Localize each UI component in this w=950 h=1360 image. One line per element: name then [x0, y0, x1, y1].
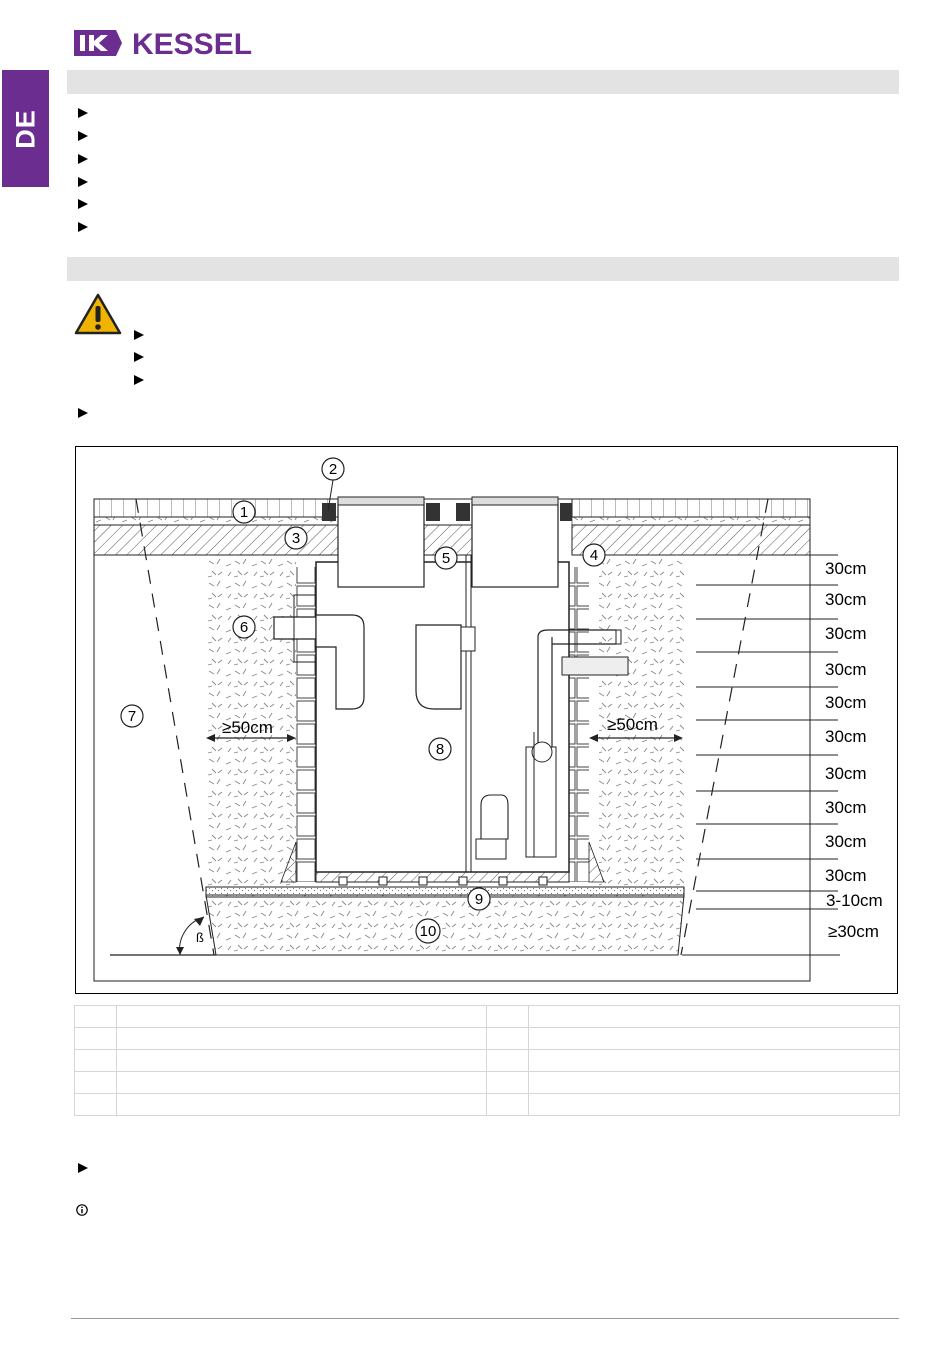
table-row: [75, 1006, 900, 1028]
layer-dimension-label: 30cm: [825, 866, 867, 885]
kessel-logo: [70, 24, 270, 62]
warning-triangle-icon: [73, 292, 123, 336]
table-row: [75, 1050, 900, 1072]
bullet-arrow-icon: [134, 375, 144, 385]
bullet-arrow-icon: [78, 1163, 88, 1173]
layer-dimension-label: 30cm: [825, 660, 867, 679]
layer-dimension-label: 30cm: [825, 559, 867, 578]
bullet-arrow-icon: [78, 177, 88, 187]
bullet-arrow-icon: [78, 408, 88, 418]
callout-number: 3: [291, 530, 301, 547]
logo-text: KESSEL: [132, 28, 253, 61]
layer-dimension-label: 30cm: [825, 624, 867, 643]
layer-dimension-label: 30cm: [825, 798, 867, 817]
callout-number: 7: [127, 708, 137, 725]
callout-number: 10: [419, 923, 437, 940]
callout-number: 6: [239, 619, 249, 636]
section-heading-bar: [67, 257, 899, 281]
table-row: [75, 1028, 900, 1050]
callout-number: 2: [328, 461, 338, 478]
right-distance-label: ≥50cm: [607, 715, 658, 734]
callout-number: 1: [239, 504, 249, 521]
footer-divider: [71, 1318, 899, 1319]
bullet-arrow-icon: [78, 108, 88, 118]
legend-table: [74, 1005, 900, 1116]
table-row: [75, 1094, 900, 1116]
layer-dimension-label: 30cm: [825, 727, 867, 746]
bullet-arrow-icon: [134, 330, 144, 340]
language-tab: [2, 70, 49, 187]
left-distance-label: ≥50cm: [222, 718, 273, 737]
info-icon: [76, 1203, 88, 1215]
table-row: [75, 1072, 900, 1094]
angle-label: ß: [196, 930, 204, 945]
section-heading-bar: [67, 70, 899, 94]
layer-dimension-label: 30cm: [825, 693, 867, 712]
bullet-arrow-icon: [78, 131, 88, 141]
bullet-arrow-icon: [78, 222, 88, 232]
callout-number: 9: [474, 891, 484, 908]
layer-dimension-label: 3-10cm: [826, 891, 883, 910]
layer-dimension-label: 30cm: [825, 590, 867, 609]
bullet-arrow-icon: [78, 154, 88, 164]
logo-mark-icon: [74, 30, 122, 56]
bullet-arrow-icon: [134, 352, 144, 362]
bullet-arrow-icon: [78, 199, 88, 209]
callout-number: 5: [441, 550, 451, 567]
callout-number: 8: [435, 741, 445, 758]
layer-dimension-label: 30cm: [825, 832, 867, 851]
callout-number: 4: [589, 547, 599, 564]
installation-diagram: [75, 446, 898, 994]
language-tab-label: DE: [10, 108, 40, 149]
layer-dimension-label: 30cm: [825, 764, 867, 783]
layer-dimension-label: ≥30cm: [828, 922, 879, 941]
